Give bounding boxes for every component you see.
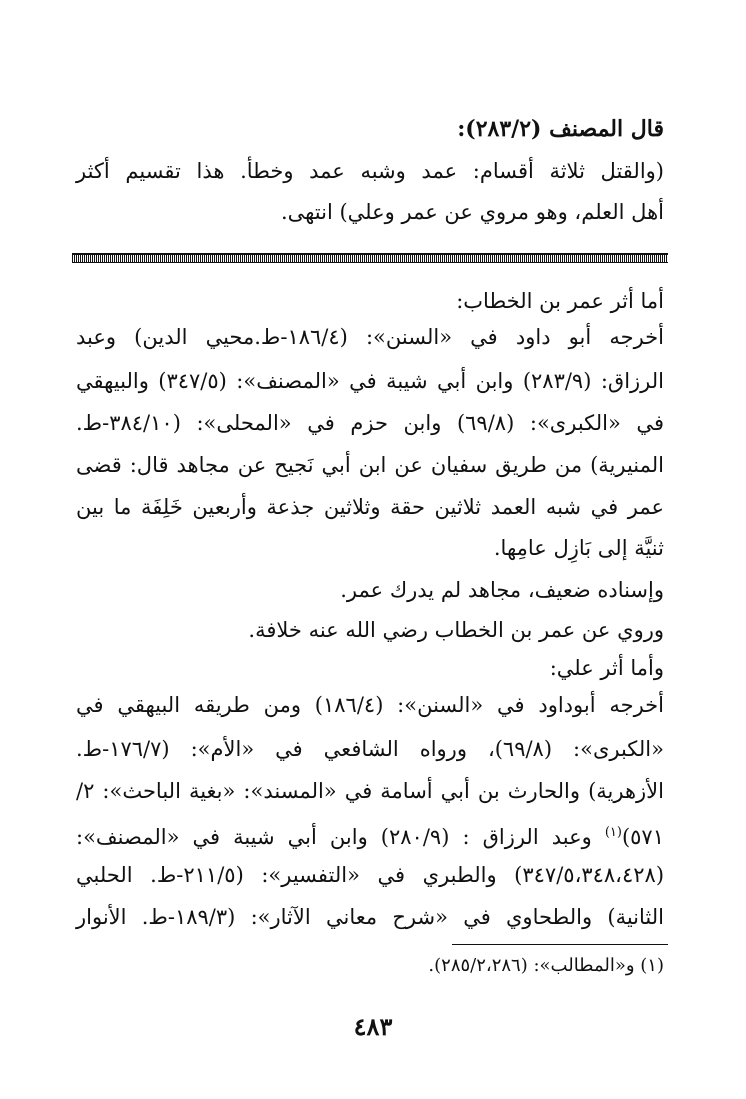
body-line: وروي عن عمر بن الخطاب رضي الله عنه خلافة.	[248, 618, 664, 642]
body-line-segment: ٥٧١)	[621, 825, 664, 849]
quote-line: أهل العلم، وهو مروي عن عمر وعلي) انتهى.	[280, 200, 664, 224]
body-line: الأزهرية) والحارث بن أبي أسامة في «المسند»: «بغية الباحث»: ٢/	[76, 779, 664, 803]
body-line: (٣٤٧/٥،٣٤٨،٤٢٨) والطبري في «التفسير»: (٢١١/٥-ط. الحلبي	[76, 863, 665, 887]
body-line: أخرجه أبو داود في «السنن»: (١٨٦/٤-ط.محيي الدين) وعبد	[76, 325, 664, 349]
body-line: في «الكبرى»: (٦٩/٨) وابن حزم في «المحلى»: (٣٨٤/١٠-ط.	[76, 411, 664, 435]
body-line-with-footnote	[76, 818, 664, 852]
section-divider	[72, 253, 668, 263]
footnote-divider	[452, 944, 668, 945]
body-line: الثانية) والطحاوي في «شرح معاني الآثار»: (١٨٩/٣-ط. الأنوار	[76, 905, 664, 929]
body-line: أما أثر عمر بن الخطاب:	[456, 289, 664, 313]
quote-heading: قال المصنف (٢٨٣/٢):	[457, 116, 664, 142]
body-line-segment: وعبد الرزاق : (٢٨٠/٩) وابن أبي شيبة في «المصنف»:	[76, 825, 592, 849]
body-line: «الكبرى»: (٦٩/٨)، ورواه الشافعي في «الأم»: (١٧٦/٧-ط.	[76, 737, 664, 761]
body-line: أخرجه أبوداود في «السنن»: (١٨٦/٤) ومن طريقه البيهقي في	[76, 693, 664, 717]
footnote-marker: (١)	[604, 825, 622, 840]
body-line: الرزاق: (٢٨٣/٩) وابن أبي شيبة في «المصنف»: (٣٤٧/٥) والبيهقي	[76, 369, 664, 393]
body-line: المنيرية) من طريق سفيان عن ابن أبي نَجيح عن مجاهد قال: قضى	[76, 453, 664, 477]
page-number: ٤٨٣	[353, 1012, 393, 1041]
quote-line: (والقتل ثلاثة أقسام: عمد وشبه عمد وخطأ. هذا تقسيم أكثر	[76, 159, 664, 183]
footnote: (١) و«المطالب»: (٢٨٥/٢،٢٨٦).	[428, 955, 664, 976]
body-line: وإسناده ضعيف، مجاهد لم يدرك عمر.	[340, 578, 664, 602]
body-line: وأما أثر علي:	[549, 656, 664, 680]
body-line: ثنيَّة إلى بَازِل عامِها.	[493, 536, 664, 560]
body-line: عمر في شبه العمد ثلاثين حقة وثلاثين جذعة وأربعين خَلِفَة ما بين	[76, 495, 664, 519]
